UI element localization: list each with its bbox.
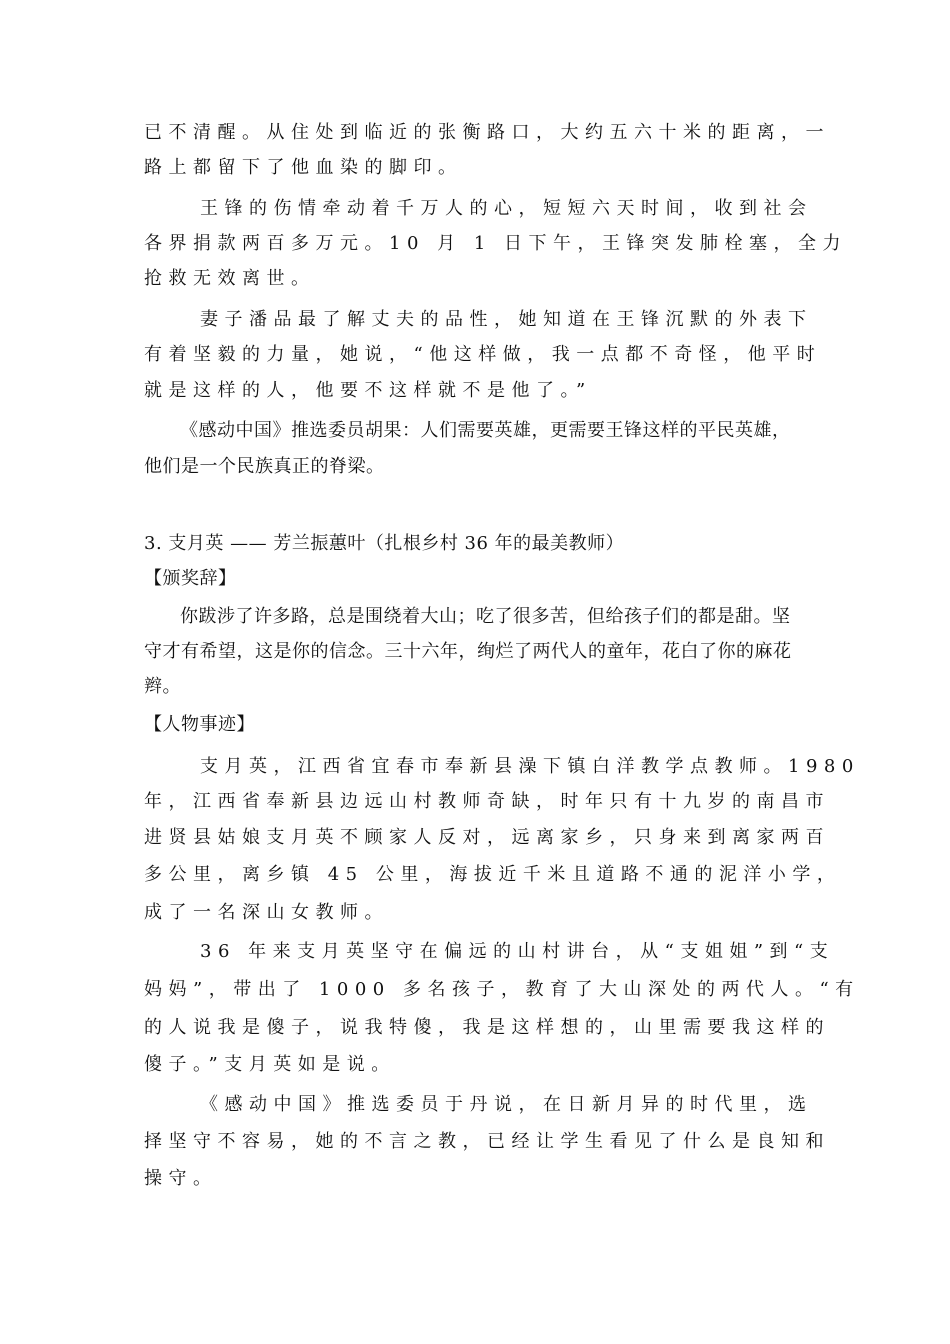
paragraph-line: 抢救无效离世。	[144, 268, 316, 289]
paragraph-line: 路上都留下了他血染的脚印。	[144, 157, 463, 178]
paragraph-line: 妈妈”，带出了 1000 多名孩子，教育了大山深处的两代人。“有	[144, 979, 860, 1000]
paragraph-line: 36 年来支月英坚守在偏远的山村讲台，从“支姐姐”到“支	[200, 941, 835, 962]
paragraph-line: 他们是一个民族真正的脊梁。	[144, 456, 385, 477]
paragraph-line: 操守。	[144, 1168, 218, 1189]
paragraph-line: 王锋的伤情牵动着千万人的心，短短六天时间，收到社会	[200, 198, 813, 219]
award-heading: 【颁奖辞】	[144, 568, 237, 589]
paragraph-line: 《感动中国》推选委员于丹说，在日新月异的时代里，选	[200, 1094, 813, 1115]
paragraph-line: 成了一名深山女教师。	[144, 902, 389, 923]
paragraph-line: 择坚守不容易，她的不言之教，已经让学生看见了什么是良知和	[144, 1131, 830, 1152]
paragraph-line: 《感动中国》推选委员胡果：人们需要英雄，更需要王锋这样的平民英雄，	[180, 420, 791, 441]
paragraph-line: 傻子。”支月英如是说。	[144, 1054, 396, 1075]
paragraph-line: 有着坚毅的力量，她说，“他这样做，我一点都不奇怪，他平时	[144, 344, 822, 365]
paragraph-line: 就是这样的人，他要不这样就不是他了。”	[144, 380, 592, 401]
paragraph-line: 多公里，离乡镇 45 公里，海拔近千米且道路不通的泥洋小学，	[144, 864, 842, 885]
paragraph-line: 辫。	[144, 676, 181, 697]
paragraph-line: 守才有希望，这是你的信念。三十六年，绚烂了两代人的童年，花白了你的麻花	[144, 641, 792, 662]
paragraph-line: 妻子潘品最了解丈夫的品性，她知道在王锋沉默的外表下	[200, 309, 813, 330]
paragraph-line: 各界捐款两百多万元。10 月 1 日下午，王锋突发肺栓塞，全力	[144, 233, 848, 254]
paragraph-line: 已不清醒。从住处到临近的张衡路口，大约五六十米的距离，一	[144, 122, 830, 143]
paragraph-line: 的人说我是傻子，说我特傻，我是这样想的，山里需要我这样的	[144, 1017, 830, 1038]
deeds-heading: 【人物事迹】	[144, 714, 255, 735]
paragraph-line: 支月英，江西省宜春市奉新县澡下镇白洋教学点教师。1980	[200, 756, 860, 777]
section-heading: 3. 支月英 —— 芳兰振蕙叶（扎根乡村 36 年的最美教师）	[144, 533, 625, 554]
paragraph-line: 年，江西省奉新县边远山村教师奇缺，时年只有十九岁的南昌市	[144, 791, 830, 812]
paragraph-line: 进贤县姑娘支月英不顾家人反对，远离家乡，只身来到离家两百	[144, 827, 830, 848]
paragraph-line: 你跋涉了许多路，总是围绕着大山；吃了很多苦，但给孩子们的都是甜。坚	[180, 606, 791, 627]
